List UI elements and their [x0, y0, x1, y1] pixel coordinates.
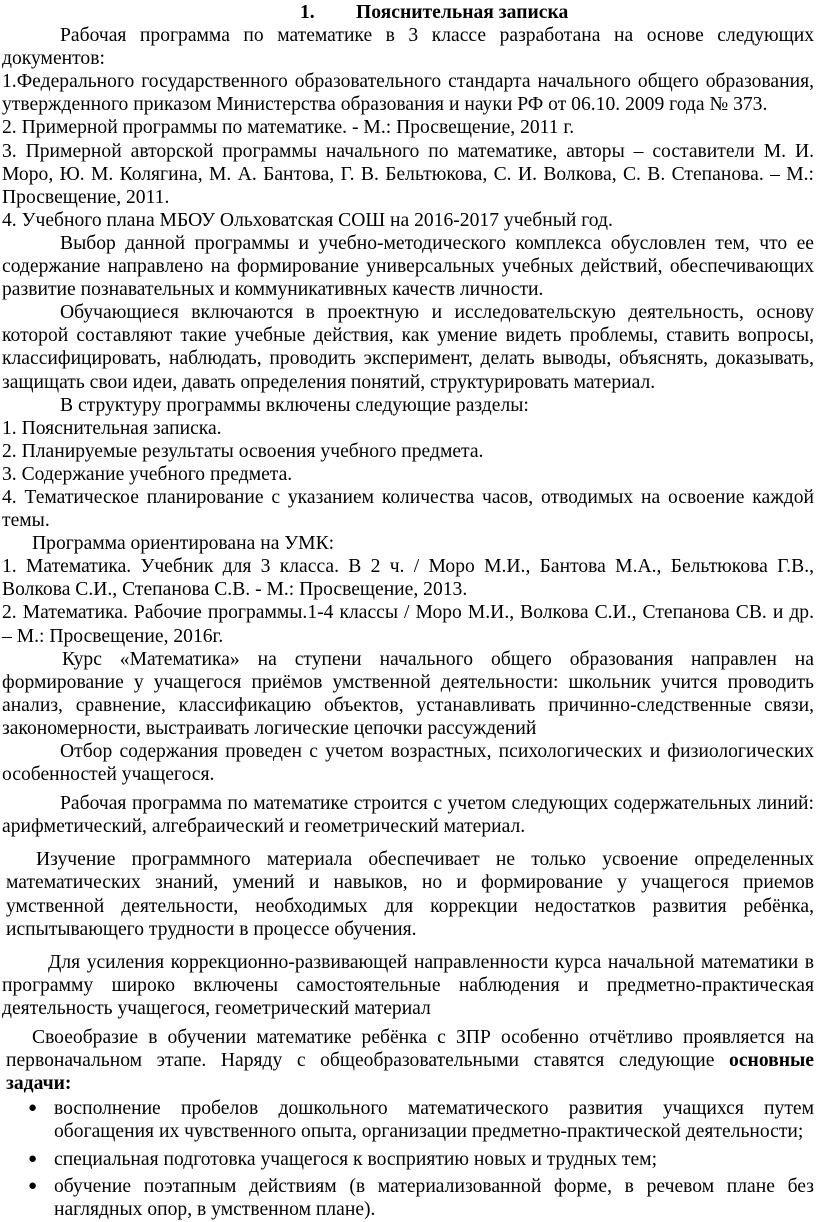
umk-item-2: 2. Математика. Рабочие программы.1-4 классы / Моро М.И., Волкова С.И., Степанова СВ. и др. – М.: Просвещение, 2016г.	[2, 602, 814, 647]
heading-number: 1.	[300, 2, 315, 23]
list-item	[28, 1148, 814, 1171]
heading-title: Пояснительная записка	[356, 2, 569, 23]
tasks-intro-text: Своеобразие в обучении математике ребёнка с ЗПР особенно отчётливо проявляется на первоначальном этапе. Наряду с общеобразовательными ставятся следующие	[6, 1027, 814, 1072]
project-activity-paragraph: Обучающиеся включаются в проектную и исследовательскую деятельность, основу которой составляют такие учебные действия, как умение видеть проблемы, ставить вопросы, классифицировать, наблюдать, проводить эксперимент, делать выводы, объяснять, доказывать, защищать свои идеи, давать определения понятий, структурировать материал.	[2, 302, 814, 393]
task-text: обучение поэтапным действиям (в материализованной форме, в речевом плане без наглядных опор, в умственном плане).	[54, 1175, 814, 1220]
course-paragraph: Курс «Математика» на ступени начального общего образования направлен на формирование у учащегося приёмов умственной деятельности: школьник учится проводить анализ, сравнение, классификацию объектов, устанавливать причинно-следственные связи, закономерности, выстраивать логические цепочки рассуждений	[2, 648, 814, 739]
umk-item-1: 1. Математика. Учебник для 3 класса. В 2 ч. / Моро М.И., Бантова М.А., Бельтюкова Г.В., Волкова С.И., Степанова С.В. - М.: Просвещение, 2013.	[2, 556, 814, 601]
list-item	[28, 1175, 814, 1221]
correction-paragraph: Для усиления коррекционно-развивающей направленности курса начальной математики в программу широко включены самостоятельные наблюдения и предметно-практическая деятельность учащегося, геометрический материал	[2, 951, 814, 1019]
structure-item-3: 3. Содержание учебного предмета.	[2, 463, 293, 485]
list-item	[28, 1097, 814, 1143]
bullet-icon: ●	[28, 1100, 38, 1117]
document-item-2: 2. Примерной программы по математике. - М.: Просвещение, 2011 г.	[2, 117, 575, 139]
task-text: восполнение пробелов дошкольного математического развития учащихся путем обогащения их чувственного опыта, организации предметно-практической деятельности;	[54, 1098, 814, 1143]
tasks-list	[2, 1097, 814, 1220]
content-selection-paragraph: Отбор содержания проведен с учетом возрастных, психологических и физиологических особенностей учащегося.	[2, 741, 814, 786]
structure-item-1: 1. Пояснительная записка.	[2, 417, 222, 439]
document-item-3: 3. Примерной авторской программы начального по математике, авторы – составители М. И. Моро, Ю. М. Колягина, М. А. Бантова, Г. В. Бельтюкова, С. И. Волкова, С. В. Степанова. – М.: Просвещение, 2011.	[2, 140, 814, 208]
tasks-intro-bold: основные задачи:	[6, 1050, 814, 1095]
tasks-intro-paragraph	[2, 1026, 814, 1095]
structure-item-2: 2. Планируемые результаты освоения учебного предмета.	[2, 440, 484, 462]
intro-paragraph: Рабочая программа по математике в 3 классе разработана на основе следующих документов:	[2, 25, 814, 70]
bullet-icon: ●	[28, 1150, 38, 1167]
structure-paragraph: В структуру программы включены следующие разделы:	[60, 394, 529, 416]
content-lines-paragraph: Рабочая программа по математике строится с учетом следующих содержательных линий: арифметический, алгебраический и геометрический материал.	[2, 793, 814, 838]
task-text: специальная подготовка учащегося к восприятию новых и трудных тем;	[54, 1148, 658, 1170]
bullet-icon: ●	[28, 1177, 38, 1194]
document-item-1: 1.Федерального государственного образовательного стандарта начального общего образования, утвержденного приказом Министерства образования и науки РФ от 06.10. 2009 года № 373.	[2, 71, 814, 116]
structure-item-4: 4. Тематическое планирование с указанием количества часов, отводимых на освоение каждой темы.	[2, 486, 814, 532]
document-item-4: 4. Учебного плана МБОУ Ольховатская СОШ на 2016-2017 учебный год.	[2, 209, 613, 231]
program-choice-paragraph: Выбор данной программы и учебно-методического комплекса обусловлен тем, что ее содержание направлено на формирование универсальных учебных действий, обеспечивающих развитие познавательных и коммуникативных качеств личности.	[2, 232, 814, 301]
study-material-paragraph: Изучение программного материала обеспечивает не только усвоение определенных математических знаний, умений и навыков, но и формирование у учащегося приемов умственной деятельности, необходимых для коррекции недостатков развития ребёнка, испытывающего трудности в процессе обучения.	[6, 849, 814, 940]
umk-paragraph: Программа ориентирована на УМК:	[32, 533, 335, 555]
section-heading	[2, 1, 814, 24]
